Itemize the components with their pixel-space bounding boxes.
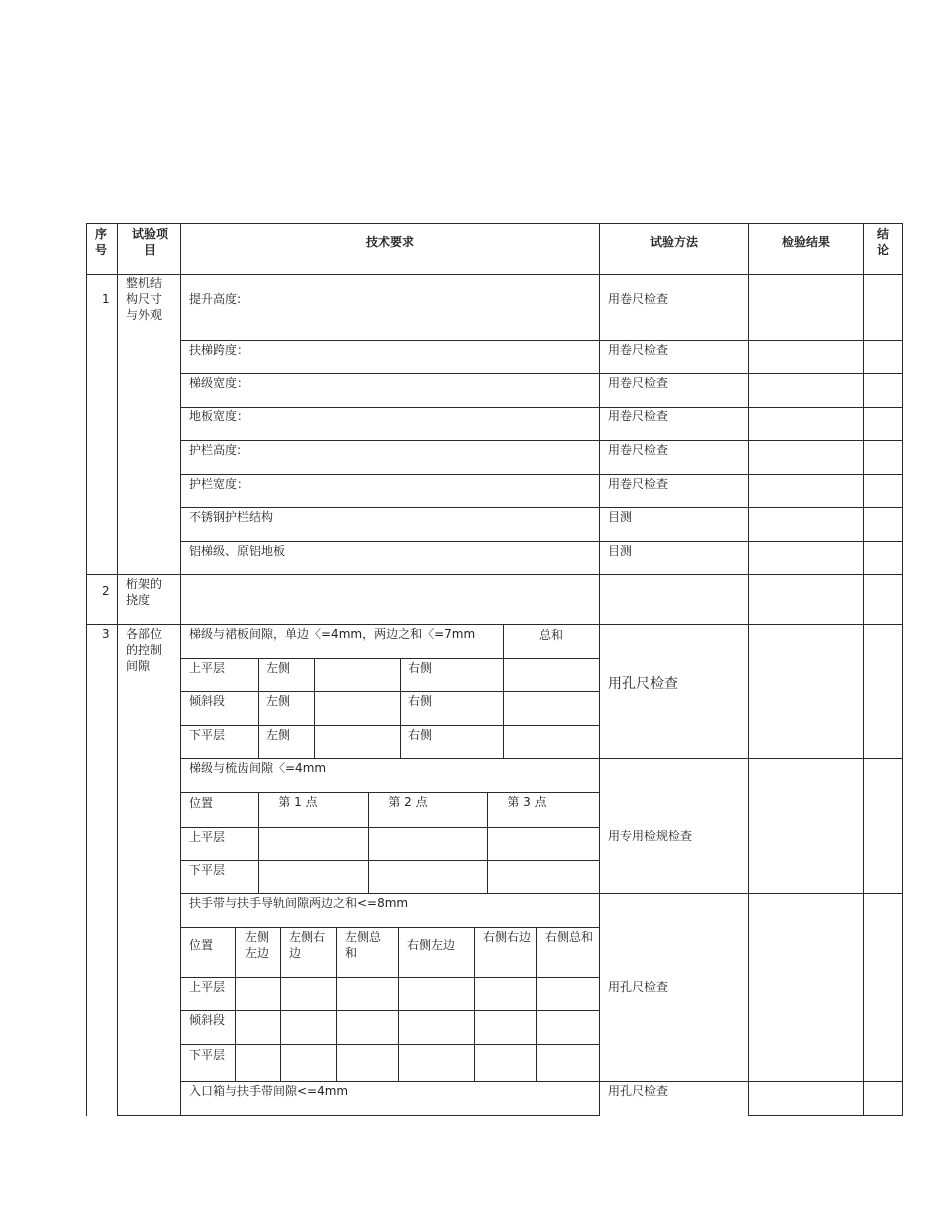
rule bbox=[180, 440, 903, 441]
rule bbox=[474, 927, 475, 1081]
rule bbox=[86, 223, 87, 1116]
section-number: 1 bbox=[102, 292, 110, 306]
position-header: 位置 bbox=[189, 938, 214, 952]
point-header: 第 2 点 bbox=[388, 795, 428, 809]
column-header: 右侧总和 bbox=[545, 930, 594, 944]
section-item: 桁架的挠度 bbox=[126, 577, 163, 607]
rule bbox=[180, 725, 599, 726]
section-number: 2 bbox=[102, 584, 110, 598]
total-header: 总和 bbox=[538, 628, 563, 642]
header-seq: 序号 bbox=[94, 227, 107, 257]
method-text: 用卷尺检查 bbox=[608, 477, 669, 491]
rule bbox=[180, 407, 903, 408]
column-header: 右侧右边 bbox=[483, 930, 532, 944]
rule bbox=[748, 223, 749, 1116]
requirement-text: 地板宽度： bbox=[189, 409, 250, 423]
header-result: 检验结果 bbox=[781, 235, 830, 249]
row-label: 下平层 bbox=[189, 728, 226, 742]
left-label: 左侧 bbox=[266, 661, 291, 675]
rule bbox=[503, 624, 504, 758]
requirement-text: 不锈钢护栏结构 bbox=[189, 510, 274, 524]
right-label: 右侧 bbox=[408, 728, 433, 742]
position-header: 位置 bbox=[189, 796, 214, 810]
rule bbox=[180, 223, 181, 1116]
point-header: 第 3 点 bbox=[507, 795, 547, 809]
rule bbox=[180, 860, 599, 861]
column-header: 右侧左边 bbox=[407, 938, 456, 952]
row-label: 上平层 bbox=[189, 830, 226, 844]
requirement-text: 扶梯跨度： bbox=[189, 343, 250, 357]
sub-title: 梯级与梳齿间隙〈=4mm bbox=[189, 761, 327, 775]
requirement-text: 梯级宽度： bbox=[189, 376, 250, 390]
rule bbox=[400, 658, 401, 758]
header-method: 试验方法 bbox=[649, 235, 698, 249]
row-label: 上平层 bbox=[189, 661, 226, 675]
method-text: 用孔尺检查 bbox=[608, 1084, 669, 1098]
rule bbox=[180, 507, 903, 508]
method-text: 目测 bbox=[608, 544, 633, 558]
right-label: 右侧 bbox=[408, 694, 433, 708]
method-text: 用专用检规检查 bbox=[608, 829, 693, 843]
rule bbox=[180, 373, 903, 374]
rule bbox=[180, 658, 599, 659]
rule bbox=[180, 1081, 903, 1082]
header-requirement: 技术要求 bbox=[365, 235, 414, 249]
method-text: 用卷尺检查 bbox=[608, 292, 669, 306]
rule bbox=[235, 927, 236, 1081]
column-header: 左侧右边 bbox=[289, 930, 326, 960]
rule bbox=[180, 827, 599, 828]
sub-title: 扶手带与扶手导轨间隙两边之和<=8mm bbox=[189, 896, 409, 910]
rule bbox=[117, 1115, 600, 1116]
sub-title: 梯级与裙板间隙，单边〈=4mm，两边之和〈=7mm bbox=[189, 627, 476, 641]
row-label: 倾斜段 bbox=[189, 694, 226, 708]
rule bbox=[86, 274, 903, 275]
requirement-text: 提升高度: bbox=[189, 292, 242, 306]
rule bbox=[536, 927, 537, 1081]
row-label: 倾斜段 bbox=[189, 1013, 226, 1027]
rule bbox=[180, 792, 599, 793]
method-text: 用孔尺检查 bbox=[608, 676, 678, 692]
rule bbox=[180, 541, 903, 542]
requirement-text: 护栏宽度： bbox=[189, 477, 250, 491]
rule bbox=[280, 927, 281, 1081]
rule bbox=[748, 1115, 903, 1116]
column-header: 左侧左边 bbox=[245, 930, 270, 960]
column-header: 左侧总和 bbox=[345, 930, 382, 960]
left-label: 左侧 bbox=[266, 728, 291, 742]
rule bbox=[117, 223, 118, 1116]
header-item: 试验项目 bbox=[131, 227, 168, 257]
right-label: 右侧 bbox=[408, 661, 433, 675]
left-label: 左侧 bbox=[266, 694, 291, 708]
section-number: 3 bbox=[102, 627, 110, 641]
section-item: 各部位的控制间隙 bbox=[126, 627, 163, 673]
sub-title: 入口箱与扶手带间隙<=4mm bbox=[189, 1084, 349, 1098]
rule bbox=[398, 927, 399, 1081]
section-item: 整机结构尺寸与外观 bbox=[126, 276, 163, 322]
rule bbox=[336, 927, 337, 1081]
rule bbox=[86, 574, 903, 575]
requirement-text: 铝梯级、原铝地板 bbox=[189, 544, 286, 558]
rule bbox=[314, 658, 315, 758]
rule bbox=[180, 691, 599, 692]
rule bbox=[258, 658, 259, 758]
method-text: 用卷尺检查 bbox=[608, 343, 669, 357]
rule bbox=[180, 340, 903, 341]
rule bbox=[86, 223, 903, 224]
row-label: 下平层 bbox=[189, 1048, 226, 1062]
rule bbox=[863, 223, 864, 1116]
requirement-text: 护栏高度: bbox=[189, 443, 242, 457]
method-text: 目测 bbox=[608, 510, 633, 524]
row-label: 下平层 bbox=[189, 863, 226, 877]
rule bbox=[180, 758, 903, 759]
rule bbox=[902, 223, 903, 1116]
point-header: 第 1 点 bbox=[278, 795, 318, 809]
rule bbox=[180, 893, 903, 894]
row-label: 上平层 bbox=[189, 980, 226, 994]
method-text: 用卷尺检查 bbox=[608, 376, 669, 390]
method-text: 用卷尺检查 bbox=[608, 409, 669, 423]
rule bbox=[86, 624, 903, 625]
rule bbox=[180, 474, 903, 475]
method-text: 用孔尺检查 bbox=[608, 980, 669, 994]
rule bbox=[599, 223, 600, 1116]
method-text: 用卷尺检查 bbox=[608, 443, 669, 457]
header-conclusion: 结论 bbox=[876, 227, 889, 257]
